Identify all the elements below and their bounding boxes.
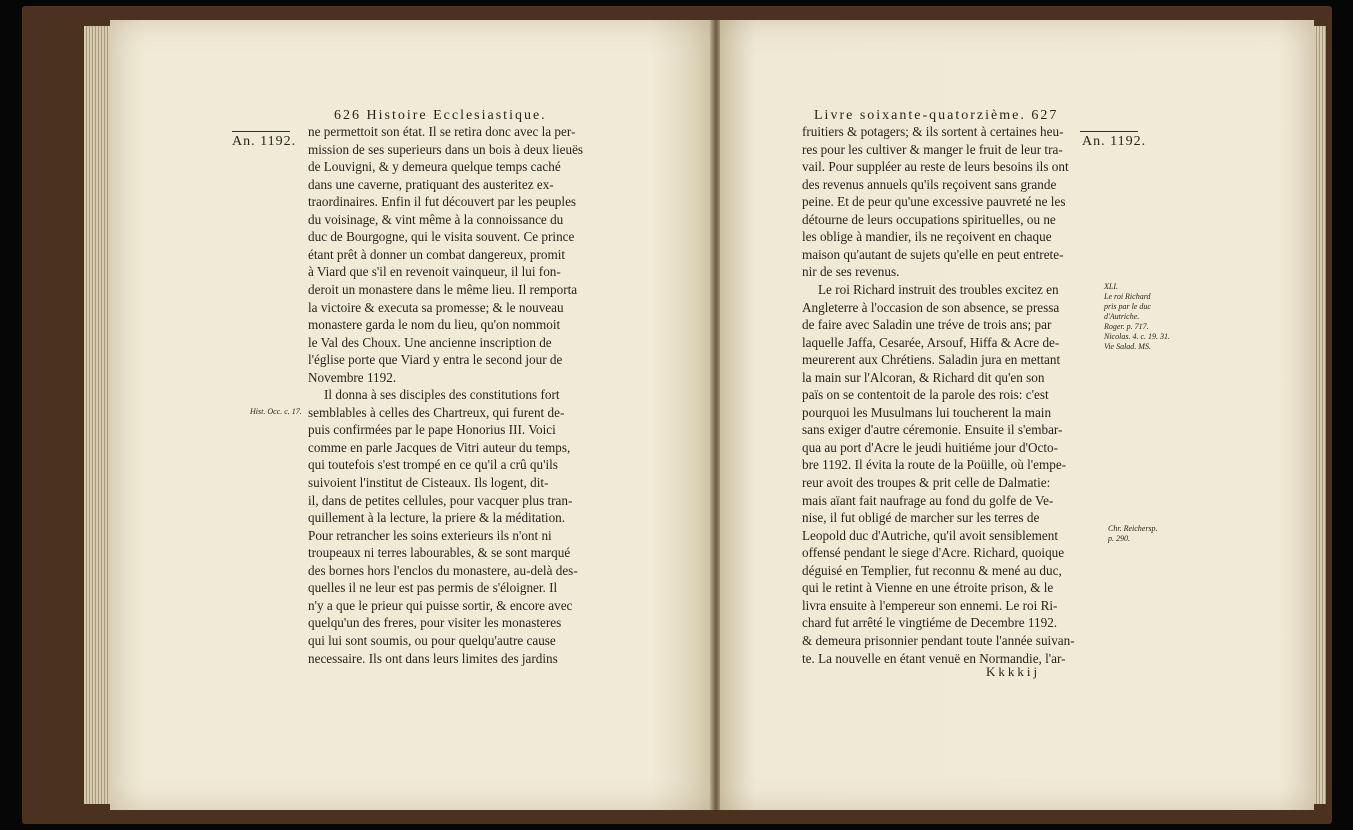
text-line: de faire avec Saladin une tréve de trois ans; par [802, 317, 1052, 333]
text-line: Leopold duc d'Autriche, qu'il avoit sensiblement [802, 527, 1058, 543]
right-page [720, 20, 1314, 810]
text-line: n'y a que le prieur qui puisse sortir, & encore avec [308, 597, 573, 613]
text-line: Le roi Richard instruit des troubles excitez en [818, 281, 1059, 297]
margin-note-line: pris par le duc [1104, 302, 1151, 311]
text-line: la victoire & executa sa promesse; & le nouveau [308, 299, 564, 315]
text-line: dans une caverne, pratiquant des austeritez ex- [308, 176, 554, 192]
text-line: étant prêt à donner un combat dangereux, promit [308, 246, 566, 262]
text-line: qui toutefois s'est trompé en ce qu'il a crû qu'ils [308, 457, 558, 473]
text-line: bre 1192. Il évita la route de la Poüille, où l'empe- [802, 457, 1067, 473]
text-line: duc de Bourgogne, qui le visita souvent. Ce prince [308, 229, 575, 245]
year-rule [232, 131, 290, 132]
text-line: chard fut arrêté le vingtiéme de Decembre 1192. [802, 615, 1058, 631]
text-line: troupeaux ni terres labourables, & se sont marqué [308, 545, 571, 561]
text-line: nise, il fut obligé de marcher sur les terres de [802, 510, 1040, 526]
text-line: puis confirmées par le pape Honorius III. Voici [308, 422, 556, 438]
text-line: du voisinage, & vint même à la connoissance du [308, 211, 564, 227]
book [22, 6, 1332, 824]
text-line: de Louvigni, & y demeura quelque temps caché [308, 159, 561, 175]
left-page [110, 20, 712, 810]
text-line: reur avoit des troupes & prit celle de Dalmatie: [802, 475, 1051, 490]
text-line: pourquoi les Musulmans lui toucherent la main [802, 404, 1052, 420]
year-label: An. 1192. [1082, 134, 1147, 149]
year-rule [1080, 131, 1138, 132]
page-header: Livre soixante-quatorzième. 627 [814, 108, 1059, 123]
text-line: qui le retint à Vienne en une étroite prison, & le [802, 580, 1054, 596]
text-line: Il donna à ses disciples des constitutions fort [324, 387, 560, 403]
text-line: nir de ses revenus. [802, 264, 900, 280]
text-line: te. La nouvelle en étant venuë en Normandie, l'ar- [802, 650, 1066, 666]
text-line: Pour retrancher les soins exterieurs ils n'ont ni [308, 527, 552, 543]
text-line: les oblige à mandier, ils ne reçoivent en chaque [802, 229, 1052, 245]
margin-note-line: Roger. p. 717. [1104, 322, 1149, 331]
text-line: deroit un monastere dans le même lieu. Il remporta [308, 281, 578, 297]
text-line: maison qu'autant de sujets qu'elle en peut entrete- [802, 246, 1064, 262]
text-line: ne permettoit son état. Il se retira donc avec la per- [308, 124, 576, 139]
text-line: mission de ses superieurs dans un bois à deux lieuës [308, 141, 584, 157]
text-line: traordinaires. Enfin il fut découvert par les peuples [308, 194, 577, 210]
text-line: monastere garda le nom du lieu, qu'on nommoit [308, 317, 561, 333]
text-line: la main sur l'Alcoran, & Richard dit qu'en son [802, 369, 1045, 385]
text-line: sans exiger d'autre céremonie. Ensuite il s'embar- [802, 422, 1063, 438]
text-line: fruitiers & potagers; & ils sortent à certaines heu- [802, 124, 1064, 139]
text-line: mais aïant fait naufrage au fond du golfe de Ve- [802, 492, 1054, 508]
text-line: il, dans de petites cellules, pour vacquer plus tran- [308, 492, 573, 508]
text-line: vail. Pour suppléer au reste de leurs besoins ils ont [802, 159, 1069, 175]
margin-note-line: d'Autriche. [1104, 312, 1140, 321]
text-line: suivoient l'institut de Cisteaux. Ils logent, dit- [308, 475, 549, 490]
text-line: quelqu'un des freres, pour visiter les monasteres [308, 615, 562, 631]
text-line: offensé pendant le siege d'Acre. Richard, quoique [802, 545, 1065, 561]
page-header: 626 Histoire Ecclesiastique. [334, 108, 547, 123]
text-line: Novembre 1192. [308, 369, 397, 385]
text-line: le Val des Choux. Une ancienne inscription de [308, 334, 552, 350]
text-line: quillement à la lecture, la priere & la méditation. [308, 510, 566, 526]
margin-note-line: Chr. Reichersp. [1108, 524, 1158, 533]
text-line: comme en parle Jacques de Vitri auteur du temps, [308, 439, 571, 455]
text-line: Angleterre à l'occasion de son absence, se pressa [802, 299, 1060, 315]
margin-note-line: XLI. [1104, 282, 1118, 291]
text-line: res pour les cultiver & manger le fruit de leur tra- [802, 141, 1063, 157]
text-line: laquelle Jaffa, Cesarée, Arsouf, Hiffa & Acre de- [802, 334, 1060, 350]
margin-note-line: Le roi Richard [1104, 292, 1151, 301]
year-label: An. 1192. [232, 134, 297, 149]
text-line: l'église porte que Viard y entra le second jour de [308, 352, 563, 368]
text-line: païs on se contentoit de la parole des rois: c'est [802, 387, 1049, 403]
text-line: meurerent aux Chrétiens. Saladin jura en mettant [802, 352, 1061, 368]
text-line: des bornes hors l'enclos du monastere, au-delà des- [308, 562, 578, 578]
margin-note: Hist. Occ. c. 17. [250, 407, 302, 416]
text-line: à Viard que s'il en revenoit vainqueur, il lui fon- [308, 264, 561, 280]
page-stack-left [84, 26, 110, 804]
text-line: necessaire. Ils ont dans leurs limites des jardins [308, 650, 558, 666]
text-line: qui lui sont soumis, ou pour quelqu'autre cause [308, 632, 556, 648]
margin-note-line: Vie Salad. MS. [1104, 342, 1151, 351]
text-line: détourne de leurs occupations spirituelles, ou ne [802, 211, 1056, 227]
text-line: des revenus annuels qu'ils reçoivent sans grande [802, 176, 1057, 192]
page-stack-right [1314, 26, 1326, 804]
text-line: & demeura prisonnier pendant toute l'année suivan- [802, 632, 1075, 648]
signature-mark: Kkkkij [986, 664, 1041, 679]
text-line: peine. Et de peur qu'une excessive pauvreté ne les [802, 194, 1066, 210]
text-line: qua au port d'Acre le jeudi huitiéme jour d'Octo- [802, 439, 1058, 455]
text-line: déguisé en Templier, fut reconnu & mené au duc, [802, 562, 1062, 578]
text-line: livra ensuite à l'empereur son ennemi. Le roi Ri- [802, 597, 1058, 613]
margin-note-line: p. 290. [1108, 534, 1130, 543]
text-line: semblables à celles des Chartreux, qui furent de- [308, 404, 565, 420]
text-line: quelles il ne leur est pas permis de s'éloigner. Il [308, 580, 558, 596]
margin-note-line: Nicolas. 4. c. 19. 31. [1104, 332, 1170, 341]
